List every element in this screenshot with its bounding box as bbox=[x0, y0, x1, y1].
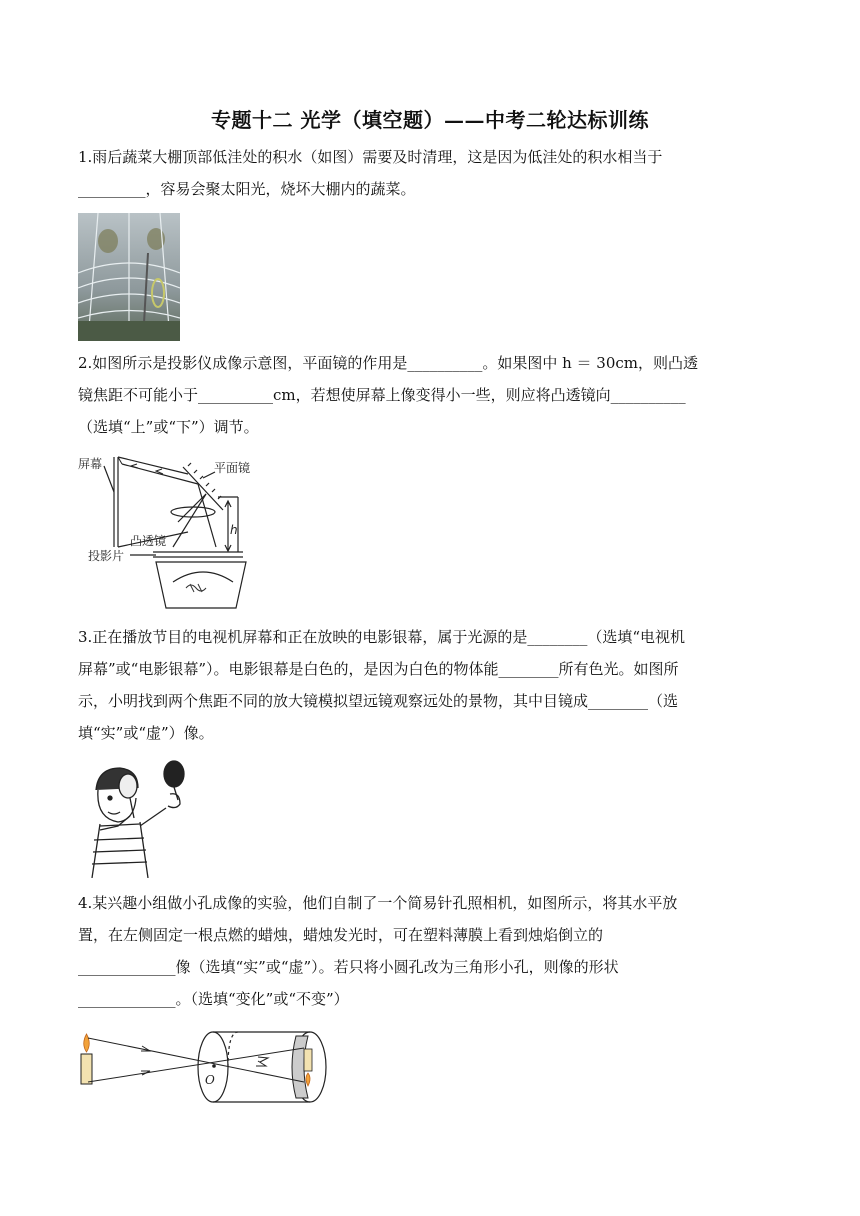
q3-line-2: 屏幕”或“电影银幕”）。电影银幕是白色的，是因为白色的物体能________所有色光。如图所 bbox=[78, 660, 679, 678]
q4-line-1: 4.某兴趣小组做小孔成像的实验，他们自制了一个简易针孔照相机，如图所示，将其水平放 bbox=[78, 894, 678, 912]
q3-line-3: 示，小明找到两个焦距不同的放大镜模拟望远镜观察远处的景物，其中目镜成________（选 bbox=[78, 692, 679, 710]
question-2 bbox=[78, 347, 780, 443]
label-mirror: 平面镜 bbox=[214, 461, 251, 475]
label-slide: 投影片 bbox=[88, 549, 125, 563]
greenhouse-photo bbox=[78, 213, 180, 341]
question-1 bbox=[78, 141, 780, 205]
q2-line-2: 镜焦距不可能小于__________cm，若想使屏幕上像变得小一些，则应将凸透镜向__________ bbox=[78, 386, 686, 404]
question-3 bbox=[78, 621, 780, 749]
label-pinhole-o: O bbox=[205, 1073, 215, 1087]
question-4 bbox=[78, 887, 780, 1015]
label-lens: 凸透镜 bbox=[130, 534, 167, 548]
q3-line-4: 填“实”或“虚”）像。 bbox=[78, 724, 214, 742]
projector-diagram bbox=[78, 452, 268, 614]
q2-line-3: （选填“上”或“下”）调节。 bbox=[78, 418, 259, 436]
q2-line-1: 2.如图所示是投影仪成像示意图，平面镜的作用是__________。如果图中 h ＝ 30cm，则凸透 bbox=[78, 354, 698, 372]
q1-line-2: _________，容易会聚太阳光，烧坏大棚内的蔬菜。 bbox=[78, 180, 416, 198]
q3-line-1: 3.正在播放节目的电视机屏幕和正在放映的电影银幕，属于光源的是________（选填“电视机 bbox=[78, 628, 685, 646]
label-screen: 屏幕 bbox=[78, 457, 103, 471]
boy-with-magnifiers-illustration bbox=[78, 760, 196, 878]
pinhole-camera-diagram bbox=[78, 1024, 334, 1108]
q4-line-2: 置，在左侧固定一根点燃的蜡烛，蜡烛发光时，可在塑料薄膜上看到烛焰倒立的 bbox=[78, 926, 604, 944]
q1-line-1: 1.雨后蔬菜大棚顶部低洼处的积水（如图）需要及时清理，这是因为低洼处的积水相当于 bbox=[78, 148, 663, 166]
page-title: 专题十二 光学（填空题）——中考二轮达标训练 bbox=[211, 108, 649, 132]
label-h: h bbox=[230, 523, 238, 537]
q4-line-4: _____________。（选填“变化”或“不变”） bbox=[78, 990, 349, 1008]
q4-line-3: _____________像（选填“实”或“虚”）。若只将小圆孔改为三角形小孔，则像的形状 bbox=[78, 958, 619, 976]
